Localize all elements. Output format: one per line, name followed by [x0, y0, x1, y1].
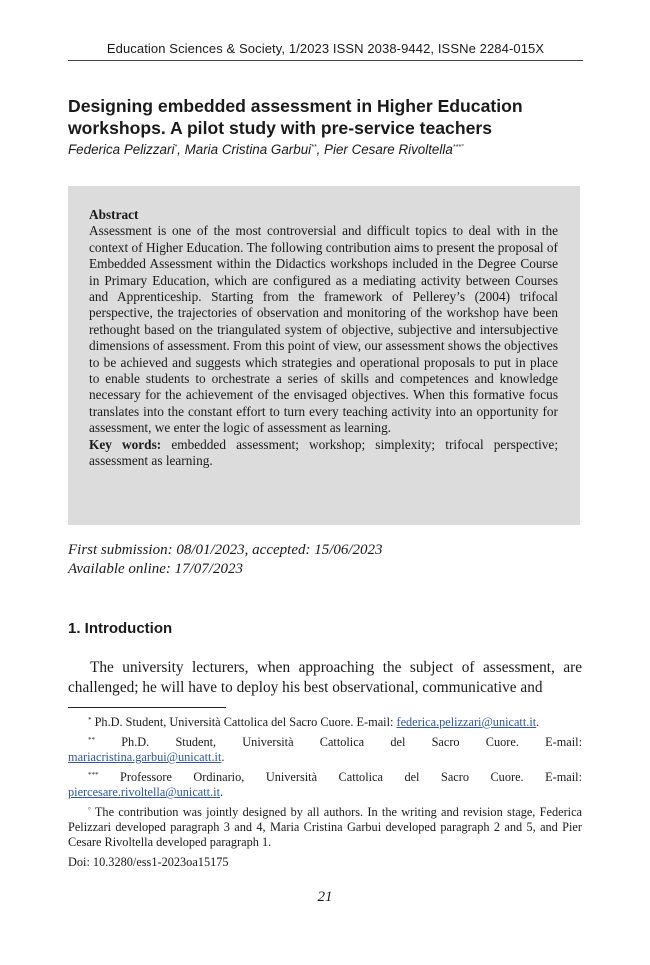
running-head: Education Sciences & Society, 1/2023 ISSN 2038-9442, ISSNe 2284-015X: [106, 41, 545, 56]
footnote-divider: [68, 707, 226, 708]
author-footnote-mark[interactable]: ***°: [452, 144, 464, 151]
footnote-mark: °: [88, 806, 91, 814]
submission-date: First submission: 08/01/2023, accepted: 15/06/2023: [68, 542, 383, 558]
page-number: 21: [317, 889, 333, 905]
author-footnote-mark[interactable]: **: [311, 144, 317, 151]
footnote-mark: ***: [88, 771, 99, 779]
header-divider: [68, 60, 583, 61]
email-link[interactable]: piercesare.rivoltella@unicatt.it: [68, 785, 220, 799]
doi: Doi: 10.3280/ess1-2023oa15175: [68, 855, 229, 869]
footnote-text: Professore Ordinario, Università Cattolica del Sacro Cuore. E-mail:: [120, 770, 582, 784]
keywords-list: embedded assessment; workshop; simplexity; trifocal perspective; assessment as learning.: [89, 436, 559, 469]
author-name: Pier Cesare Rivoltella: [324, 142, 453, 157]
footnote-text: The contribution was jointly designed by all authors. In the writing and revision stage, Federica Pelizzari developed paragraph 3 and 4, Maria Cristina Garbui developed paragraph 2 and 5, and Pier Cesare Rivoltella developed paragraph 1.: [68, 805, 583, 849]
footnote-punct: .: [221, 750, 225, 764]
footnote-2-email-line: [68, 750, 582, 765]
author-name: Federica Pelizzari: [68, 142, 175, 157]
author-separator: ,: [177, 142, 185, 157]
article-title: Designing embedded assessment in Higher Education workshops. A pilot study with pre-service teachers: [68, 96, 523, 138]
section-heading: 1. Introduction: [68, 620, 173, 637]
email-link[interactable]: federica.pelizzari@unicatt.it: [396, 715, 537, 729]
abstract-text: Assessment is one of the most controversial and difficult topics to deal with in the context of Higher Education. The following contribution aims to present the proposal of Embedded Assessment within the Didactics workshops included in the Degree Course in Primary Education, which are configured as a mediating activity between Courses and Apprenticeship. Starting from the framework of Pellerey’s (2004) trifocal perspective, the trajectories of observation and monitoring of the workshop have been rethought based on the triangulated system of objective, subjective and intersubjective dimensions of assessment. From this point of view, our assessment shows the objectives to be achieved and suggests which strategies and operational proposals to put in place to enable students to orchestrate a series of skills and competences and knowledge necessary for the achievement of the envisaged objectives. When this formative focus translates into the constant effort to turn every teaching activity into an opportunity for assessment, we enter the logic of assessment as learning.: [89, 223, 558, 436]
online-date: Available online: 17/07/2023: [68, 561, 243, 577]
author-list: [68, 139, 588, 159]
footnote-3: [68, 768, 582, 785]
abstract-box: [68, 186, 580, 525]
keywords-label: Key words:: [89, 436, 162, 452]
footnote-punct: .: [220, 785, 224, 799]
footnote-2: [68, 733, 582, 750]
submission-dates: [68, 541, 588, 579]
footnote-punct: .: [536, 715, 540, 729]
footnote-mark: *: [88, 716, 92, 724]
footnotes: [68, 713, 582, 853]
author-footnote-mark[interactable]: *: [174, 144, 178, 151]
footnote-text: Ph.D. Student, Università Cattolica del Sacro Cuore. E-mail:: [94, 715, 394, 729]
introduction-paragraph: The university lecturers, when approaching the subject of assessment, are challenged; he will have to deploy his best observational, communicative and: [68, 659, 582, 696]
email-link[interactable]: mariacristina.garbui@unicatt.it: [68, 750, 222, 764]
abstract-heading: Abstract: [89, 207, 139, 222]
footnote-1: [68, 713, 582, 730]
footnote-3-email-line: [68, 785, 582, 800]
footnote-text: Ph.D. Student, Università Cattolica del Sacro Cuore. E-mail:: [121, 735, 582, 749]
author-name: Maria Cristina Garbui: [184, 142, 312, 157]
footnote-mark: **: [88, 736, 95, 744]
footnote-4: [68, 803, 582, 850]
keywords: [89, 437, 558, 470]
author-separator: ,: [316, 142, 325, 157]
